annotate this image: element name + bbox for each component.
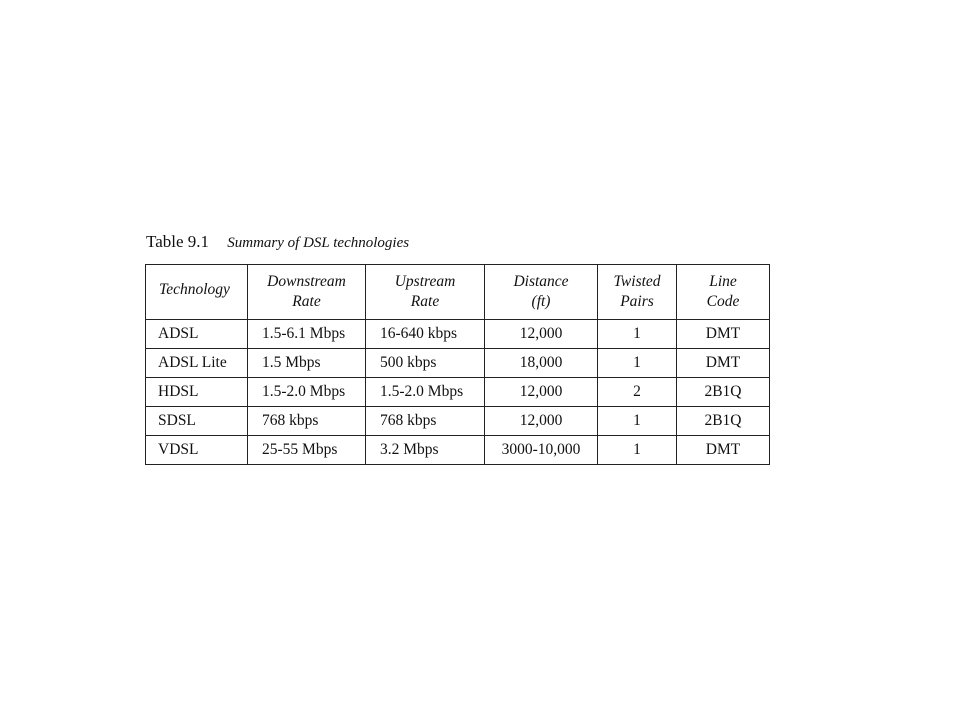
table-title: Summary of DSL technologies — [227, 235, 410, 251]
header-downstream-rate — [248, 265, 366, 320]
cell-downstream-rate: 1.5-2.0 Mbps — [248, 378, 366, 407]
cell-downstream-rate: 25-55 Mbps — [248, 436, 366, 465]
header-label-line2: Rate — [292, 293, 321, 310]
header-line-code — [677, 265, 770, 320]
cell-technology: VDSL — [146, 436, 248, 465]
cell-line-code: DMT — [677, 320, 770, 349]
header-label-line2: Pairs — [620, 293, 654, 310]
cell-downstream-rate: 768 kbps — [248, 407, 366, 436]
cell-upstream-rate: 500 kbps — [366, 349, 485, 378]
cell-line-code: DMT — [677, 349, 770, 378]
cell-distance: 12,000 — [485, 320, 598, 349]
dsl-technologies-table — [145, 264, 770, 465]
header-label-line2: Rate — [410, 293, 440, 310]
table-row — [146, 407, 770, 436]
table-row — [146, 349, 770, 378]
header-technology-label: Technology — [159, 281, 230, 298]
cell-upstream-rate: 1.5-2.0 Mbps — [366, 378, 485, 407]
cell-distance: 18,000 — [485, 349, 598, 378]
header-twisted-pairs — [598, 265, 677, 320]
cell-technology: ADSL Lite — [146, 349, 248, 378]
header-label-line1: Upstream — [394, 273, 456, 290]
cell-technology: ADSL — [146, 320, 248, 349]
table-row — [146, 378, 770, 407]
cell-twisted-pairs: 2 — [598, 378, 677, 407]
table-row — [146, 320, 770, 349]
cell-technology: SDSL — [146, 407, 248, 436]
table-header-row — [146, 265, 770, 320]
cell-technology: HDSL — [146, 378, 248, 407]
cell-downstream-rate: 1.5-6.1 Mbps — [248, 320, 366, 349]
cell-line-code: 2B1Q — [677, 378, 770, 407]
cell-twisted-pairs: 1 — [598, 436, 677, 465]
cell-upstream-rate: 768 kbps — [366, 407, 485, 436]
table-row — [146, 436, 770, 465]
cell-twisted-pairs: 1 — [598, 320, 677, 349]
cell-twisted-pairs: 1 — [598, 407, 677, 436]
cell-distance: 12,000 — [485, 407, 598, 436]
cell-distance: 3000-10,000 — [485, 436, 598, 465]
cell-distance: 12,000 — [485, 378, 598, 407]
header-label-line1: Distance — [513, 273, 569, 290]
header-label-line2: Code — [706, 293, 740, 310]
cell-upstream-rate: 3.2 Mbps — [366, 436, 485, 465]
header-label-line1: Downstream — [267, 273, 346, 290]
header-distance — [485, 265, 598, 320]
cell-upstream-rate: 16-640 kbps — [366, 320, 485, 349]
table-number: Table 9.1 — [146, 232, 210, 251]
cell-downstream-rate: 1.5 Mbps — [248, 349, 366, 378]
header-upstream-rate — [366, 265, 485, 320]
table-caption — [146, 232, 409, 252]
header-label-line2: (ft) — [531, 293, 551, 310]
cell-line-code: DMT — [677, 436, 770, 465]
header-label-line1: Twisted — [613, 273, 661, 290]
header-label-line1: Line — [709, 273, 737, 290]
header-technology — [146, 265, 248, 320]
cell-twisted-pairs: 1 — [598, 349, 677, 378]
cell-line-code: 2B1Q — [677, 407, 770, 436]
